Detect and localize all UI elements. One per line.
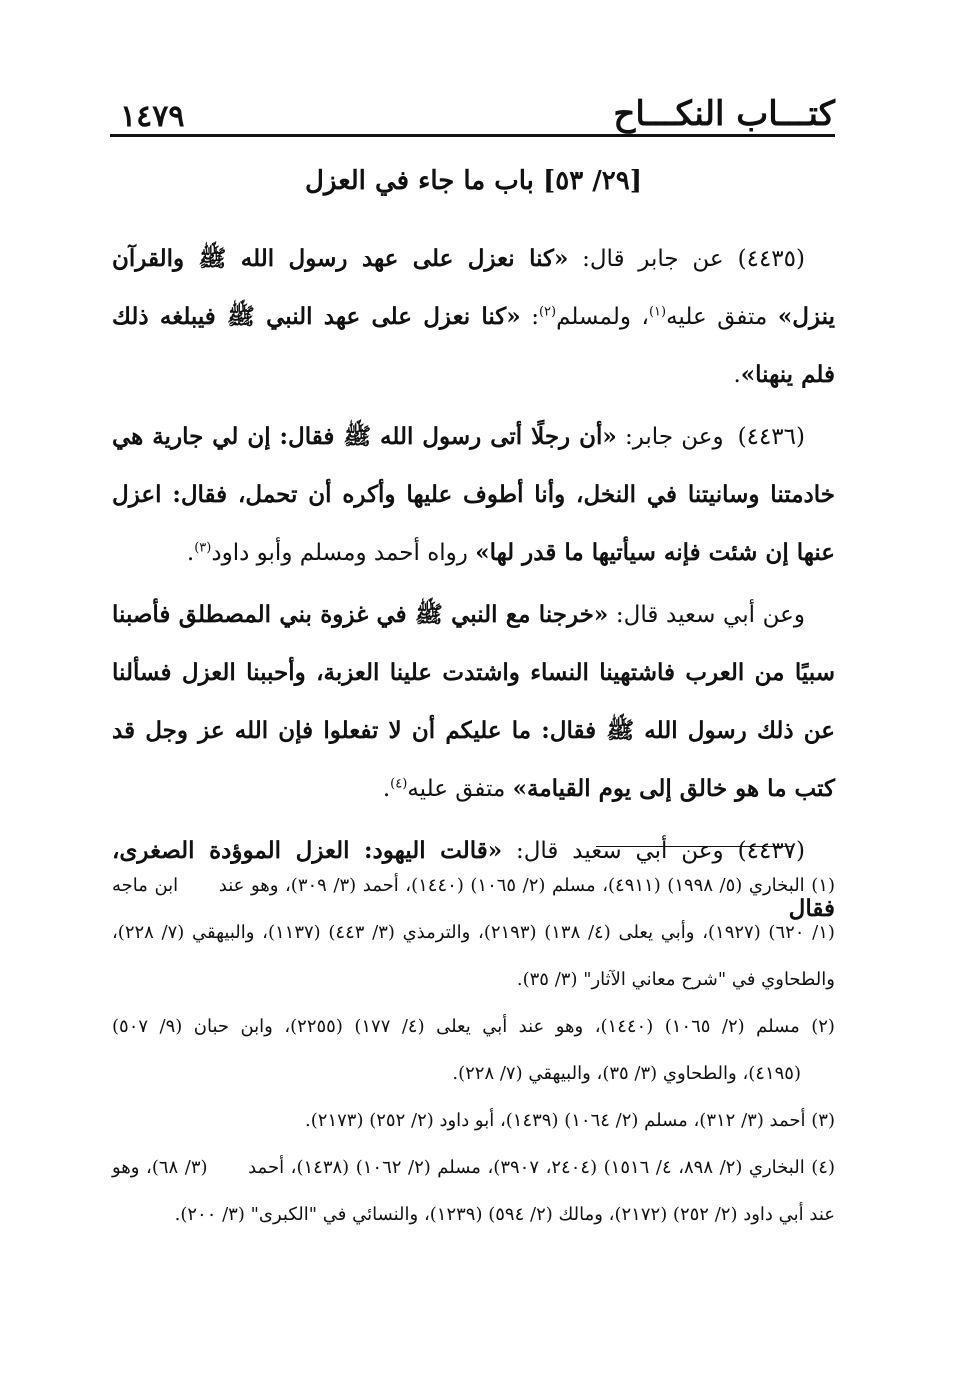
entry-end: . xyxy=(733,362,741,388)
footnote-3 xyxy=(112,1097,835,1144)
hadith-entry-abu-said xyxy=(112,586,835,818)
footnote-ref[interactable]: (٢) xyxy=(538,304,557,320)
chapter-heading: [٢٩/ ٥٣] باب ما جاء في العزل xyxy=(304,166,643,196)
main-text xyxy=(112,230,835,942)
entry-number: (٤٤٣٦) xyxy=(737,424,805,450)
footnote-text: (٣) أحمد (٣/ ٣١٢)، مسلم (٢/ ١٠٦٤) (١٤٣٩)، أبو داود (٢/ ٢٥٢) (٢١٧٣). xyxy=(305,1110,835,1131)
book-title: كتـــاب النكـــاح xyxy=(613,94,835,134)
hadith-text: «أن رجلًا أتى رسول الله ﷺ فقال: إن لي جارية هي خادمتنا وسانيتنا في النخل، وأنا أطوف عليها وأكره أن تحمل، فقال: اعزل عنها إن شئت فإنه سيأتيها ما قدر لها» xyxy=(112,423,835,566)
footnote-continuation: (٤١٩٥)، والطحاوي (٣/ ٣٥)، والبيهقي (٧/ ٢٢٨). xyxy=(452,1063,801,1084)
hadith-entry-4436 xyxy=(112,408,835,582)
entry-intro: وعن جابر: xyxy=(616,424,724,450)
footnote-text: (١) البخاري (٥/ ١٩٩٨) (٤٩١١)، مسلم (٢/ ١٠٦٥) (١٤٤٠)، أحمد (٣/ ٣٠٩)، وهو عند xyxy=(218,875,835,896)
entry-intro: وعن أبي سعيد قال: xyxy=(608,602,805,628)
entry-intro: وعن أبي سعيد قال: xyxy=(502,838,724,864)
hadith-text: «قالت اليهود: العزل الموؤدة الصغرى، فقال xyxy=(112,837,835,922)
footnote-text: (٤) البخاري (٢/ ٨٩٨، ٤/ ١٥١٦) (٢٤٠٤، ٣٩٠٧)، مسلم (٢/ ١٠٦٢) (١٤٣٨)، أحمد xyxy=(248,1157,835,1178)
footnote-ref[interactable]: (١) xyxy=(648,304,667,320)
entry-intro: عن جابر قال: xyxy=(568,246,724,272)
header-rule xyxy=(110,134,835,137)
footnote-ref[interactable]: (٣) xyxy=(194,540,212,556)
hadith-entry-4435 xyxy=(112,230,835,404)
footnotes xyxy=(112,862,835,1238)
footnote-1 xyxy=(112,862,835,1003)
entry-number: (٤٤٣٧) xyxy=(737,838,806,864)
entry-source: ، ولمسلم xyxy=(556,304,649,330)
footnote-ref[interactable]: (٤) xyxy=(390,776,408,792)
page-number: ١٤٧٩ xyxy=(120,99,185,134)
running-header xyxy=(112,88,835,134)
entry-source: متفق عليه xyxy=(666,304,778,330)
footnote-2 xyxy=(112,1003,835,1097)
hadith-text: «خرجنا مع النبي ﷺ في غزوة بني المصطلق فأصبنا سبيًا من العرب فاشتهينا النساء واشتدت علينا العزبة، وأحببنا العزل فسألنا عن ذلك رسول الله ﷺ فقال: ما عليكم أن لا تفعلوا فإن الله عز وجل قد كتب ما هو خالق إلى يوم القيامة» xyxy=(112,601,835,802)
entry-source: متفق عليه xyxy=(407,776,513,802)
entry-colon: : xyxy=(520,304,539,330)
footnote-continuation: ابن ماجه (١/ ٦٢٠) (١٩٢٧)، وأبي يعلى (٤/ ١٣٨) (٢١٩٣)، والترمذي (٣/ ٤٤٣) (١١٣٧)، والبيهقي (٧/ ٢٢٨)، والطحاوي في "شرح معاني الآثار" (٣/ ٣٥). xyxy=(112,875,835,990)
hadith-text: «كنا نعزل على عهد النبي ﷺ فيبلغه ذلك فلم ينهنا» xyxy=(112,303,835,388)
footnote-separator xyxy=(596,846,794,847)
entry-number: (٤٤٣٥) xyxy=(737,246,805,272)
entry-end: . xyxy=(382,776,391,802)
footnote-continuation: (٣/ ٦٨)، وهو عند أبي داود (٢/ ٢٥٢) (٢١٧٢)، ومالك (٢/ ٥٩٤) (١٢٣٩)، والنسائي في "الكبرى" (٣/ ٢٠٠). xyxy=(112,1157,835,1225)
footnote-4 xyxy=(112,1144,835,1238)
footnote-text: (٢) مسلم (٢/ ١٠٦٥) (١٤٤٠)، وهو عند أبي يعلى (٤/ ١٧٧) (٢٢٥٥)، وابن حبان (٩/ ٥٠٧) xyxy=(112,1016,835,1037)
entry-source: رواه أحمد ومسلم وأبو داود xyxy=(211,540,476,566)
hadith-text: «كنا نعزل على عهد رسول الله ﷺ والقرآن ينزل» xyxy=(112,245,836,330)
entry-end: . xyxy=(186,540,195,566)
